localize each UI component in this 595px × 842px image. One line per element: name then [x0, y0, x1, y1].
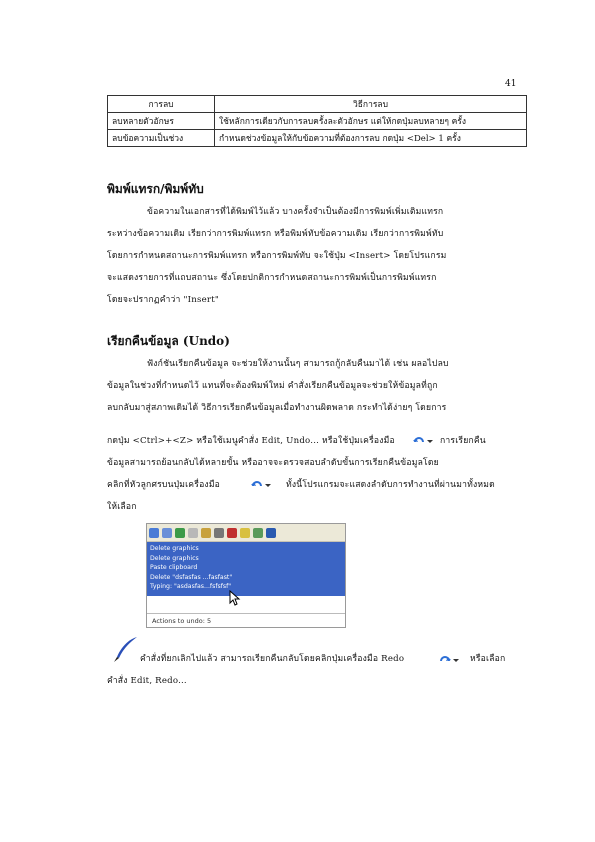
list-item: Paste clipboard	[150, 564, 198, 572]
note-line: คำสั่ง Edit, Redo...	[107, 676, 187, 686]
table-cell: ลบข้อความเป็นช่วง	[108, 130, 215, 147]
paragraph-line: ข้อมูลในช่วงที่กำหนดไว้ แทนที่จะต้องพิมพ์ใหม่ คำสั่งเรียกคืนข้อมูลจะช่วยให้ข้อมูลที่ถูก	[107, 381, 438, 391]
table-cell: กำหนดช่วงข้อมูลให้กับข้อความที่ต้องการลบ กดปุ่ม <Del> 1 ครั้ง	[215, 130, 527, 147]
section-heading-undo: เรียกคืนข้อมูล (Undo)	[107, 334, 230, 348]
list-item: Typing: "asdasfas...fsfsfsf"	[150, 583, 232, 591]
table-icon	[188, 528, 198, 538]
paragraph-line: โดยจะปรากฏคำว่า "Insert"	[107, 295, 220, 305]
undo-list-screenshot	[146, 523, 346, 628]
paragraph-line: การเรียกคืน	[440, 436, 486, 446]
paragraph-line: ระหว่างข้อความเดิม เรียกว่าการพิมพ์แทรก หรือพิมพ์ทับข้อความเดิม เรียกว่าการพิมพ์ทับ	[107, 229, 444, 239]
delete-methods-table	[107, 95, 527, 147]
gallery-icon	[240, 528, 250, 538]
paragraph-line: คลิกที่หัวลูกศรบนปุ่มเครื่องมือ	[107, 480, 221, 490]
redo-button-icon	[438, 652, 460, 665]
table-row	[108, 130, 527, 147]
table-row	[108, 113, 527, 130]
table-header: วิธีการลบ	[215, 96, 527, 113]
section-heading-insert: พิมพ์แทรก/พิมพ์ทับ	[107, 182, 204, 196]
nonprinting-icon	[266, 528, 276, 538]
quill-pen-icon	[111, 635, 139, 663]
list-item: Delete graphics	[150, 545, 199, 552]
list-item: Delete "dsfasfas ...fasfast"	[150, 573, 233, 581]
undo-dropdown-icon	[250, 477, 272, 490]
mouse-cursor-icon	[229, 590, 241, 606]
paragraph-line: ลบกลับมาสู่สภาพเดิมได้ วิธีการเรียกคืนข้อมูลเมื่อทำงานผิดพลาด กระทำได้ง่ายๆ โดยการ	[107, 403, 447, 413]
paragraph-line: โดยการกำหนดสถานะการพิมพ์แทรก หรือการพิมพ์ทับ จะใช้ปุ่ม <Insert> โดยโปรแกรม	[107, 251, 447, 261]
list-item: Delete graphics	[150, 554, 199, 562]
paragraph-line: กดปุ่ม <Ctrl>+<Z> หรือใช้เมนูคำสั่ง Edit, Undo... หรือใช้ปุ่มเครื่องมือ	[107, 436, 395, 446]
note-line: หรือเลือก	[470, 654, 506, 664]
paragraph-line: ทั้งนี้โปรแกรมจะแสดงลำดับการทำงานที่ผ่านมาทั้งหมด	[286, 480, 495, 490]
undo-action-list	[147, 542, 345, 596]
table-cell: ลบหลายตัวอักษร	[108, 113, 215, 130]
table-cell: ใช้หลักการเดียวกับการลบครั้งละตัวอักษร แต่ให้กดปุ่มลบหลายๆ ครั้ง	[215, 113, 527, 130]
undo-button-icon	[412, 433, 434, 446]
table-header: การลบ	[108, 96, 215, 113]
paragraph-line: ฟังก์ชันเรียกคืนข้อมูล จะช่วยให้งานนั้นๆ สามารถกู้กลับคืนมาได้ เช่น ผลอไปลบ	[147, 359, 449, 369]
web-icon	[175, 528, 185, 538]
note-line: คำสั่งที่ยกเลิกไปแล้ว สามารถเรียกคืนกลับโดยคลิกปุ่มเครื่องมือ Redo	[140, 654, 405, 664]
columns-icon	[214, 528, 224, 538]
paragraph-line: ข้อความในเอกสารที่ได้พิมพ์ไว้แล้ว บางครั้งจำเป็นต้องมีการพิมพ์เพิ่มเติมแทรก	[147, 207, 444, 217]
paragraph-line: ให้เลือก	[107, 502, 137, 512]
toolbar	[147, 524, 345, 542]
page-number: 41	[505, 79, 517, 89]
table-header-row	[108, 96, 527, 113]
paragraph-line: จะแสดงรายการที่แถบสถานะ ซึ่งโดยปกติการกำหนดสถานะการพิมพ์เป็นการพิมพ์แทรก	[107, 273, 437, 283]
redo-icon	[162, 528, 172, 538]
paragraph-line: ข้อมูลสามารถย้อนกลับได้หลายขั้น หรืออาจจะตรวจสอบลำดับขั้นการเรียกคืนข้อมูลโดย	[107, 458, 439, 468]
undo-status-text: Actions to undo: 5	[147, 613, 345, 627]
drawing-icon	[201, 528, 211, 538]
undo-icon	[149, 528, 159, 538]
database-icon	[253, 528, 263, 538]
navigator-icon	[227, 528, 237, 538]
